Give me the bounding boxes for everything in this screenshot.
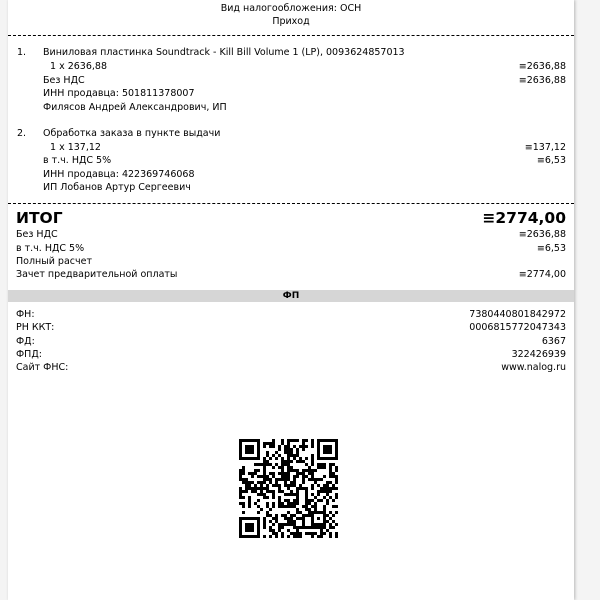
prepayment-label: Зачет предварительной оплаты [16,269,178,280]
total-vat5-value: ≡6,53 [536,243,566,254]
tax-system: Вид налогообложения: ОСН [220,3,362,14]
divider-top [8,35,574,36]
item-1-qty-sum: ≡2636,88 [518,61,566,72]
item-1-qty-row [8,60,574,74]
fn-row [8,308,574,322]
fns-site-row [8,361,574,375]
fd-row [8,335,574,349]
prepayment-row [8,268,574,282]
item-1-name-row [8,46,574,60]
item-2-vat-row [8,154,574,168]
rn-kkt-value: 0006815772047343 [469,322,566,333]
item-2-vat-sum: ≡6,53 [536,155,566,166]
item-2-inn-row [8,168,574,182]
item-2-seller-row [8,181,574,195]
total-vat5-row [8,242,574,256]
item-2-qty: 1 х 137,12 [50,142,101,153]
item-2-qty-row [8,141,574,155]
rn-kkt-row [8,321,574,335]
item-2-name: Обработка заказа в пункте выдачи [43,128,221,139]
total-vat-free-label: Без НДС [16,229,58,240]
full-payment-label: Полный расчет [16,256,92,267]
fns-site-label: Сайт ФНС: [16,362,69,373]
item-1-inn-row [8,87,574,101]
divider-before-total [8,203,574,204]
item-1-seller: Филясов Андрей Александрович, ИП [43,102,227,113]
total-vat-free-value: ≡2636,88 [518,229,566,240]
operation-type: Приход [272,16,310,27]
item-2-num: 2. [17,128,27,139]
item-2-qty-sum: ≡137,12 [524,142,566,153]
item-1-vat-row [8,74,574,88]
total-vat-free-row [8,228,574,242]
total-vat5-label: в т.ч. НДС 5% [16,243,85,254]
item-2-name-row [8,127,574,141]
fp-section-title: ФП [8,290,574,302]
total-row [8,207,574,229]
fpd-row [8,348,574,362]
fd-label: ФД: [16,336,35,347]
fpd-value: 322426939 [511,349,566,360]
item-1-vat-sum: ≡2636,88 [518,75,566,86]
prepayment-value: ≡2774,00 [518,269,566,280]
qr-code [239,439,338,538]
receipt [8,0,574,600]
fpd-label: ФПД: [16,349,42,360]
fns-site-value: www.nalog.ru [501,362,566,373]
item-1-inn: ИНН продавца: 501811378007 [43,88,195,99]
item-2-vat: в т.ч. НДС 5% [43,155,112,166]
total-label: ИТОГ [16,209,63,227]
total-value: ≡2774,00 [482,209,566,227]
item-1-qty: 1 х 2636,88 [50,61,107,72]
fn-label: ФН: [16,309,35,320]
fd-value: 6367 [541,336,566,347]
item-1-vat: Без НДС [43,75,85,86]
item-2-inn: ИНН продавца: 422369746068 [43,169,195,180]
full-payment-row [8,255,574,269]
item-1-num: 1. [17,47,27,58]
receipt-header [8,0,574,28]
item-1-name: Виниловая пластинка Soundtrack - Kill Bill Volume 1 (LP), 0093624857013 [43,47,405,58]
rn-kkt-label: РН ККТ: [16,322,55,333]
fn-value: 7380440801842972 [469,309,566,320]
item-2-seller: ИП Лобанов Артур Сергеевич [43,182,191,193]
item-1-seller-row [8,101,574,115]
